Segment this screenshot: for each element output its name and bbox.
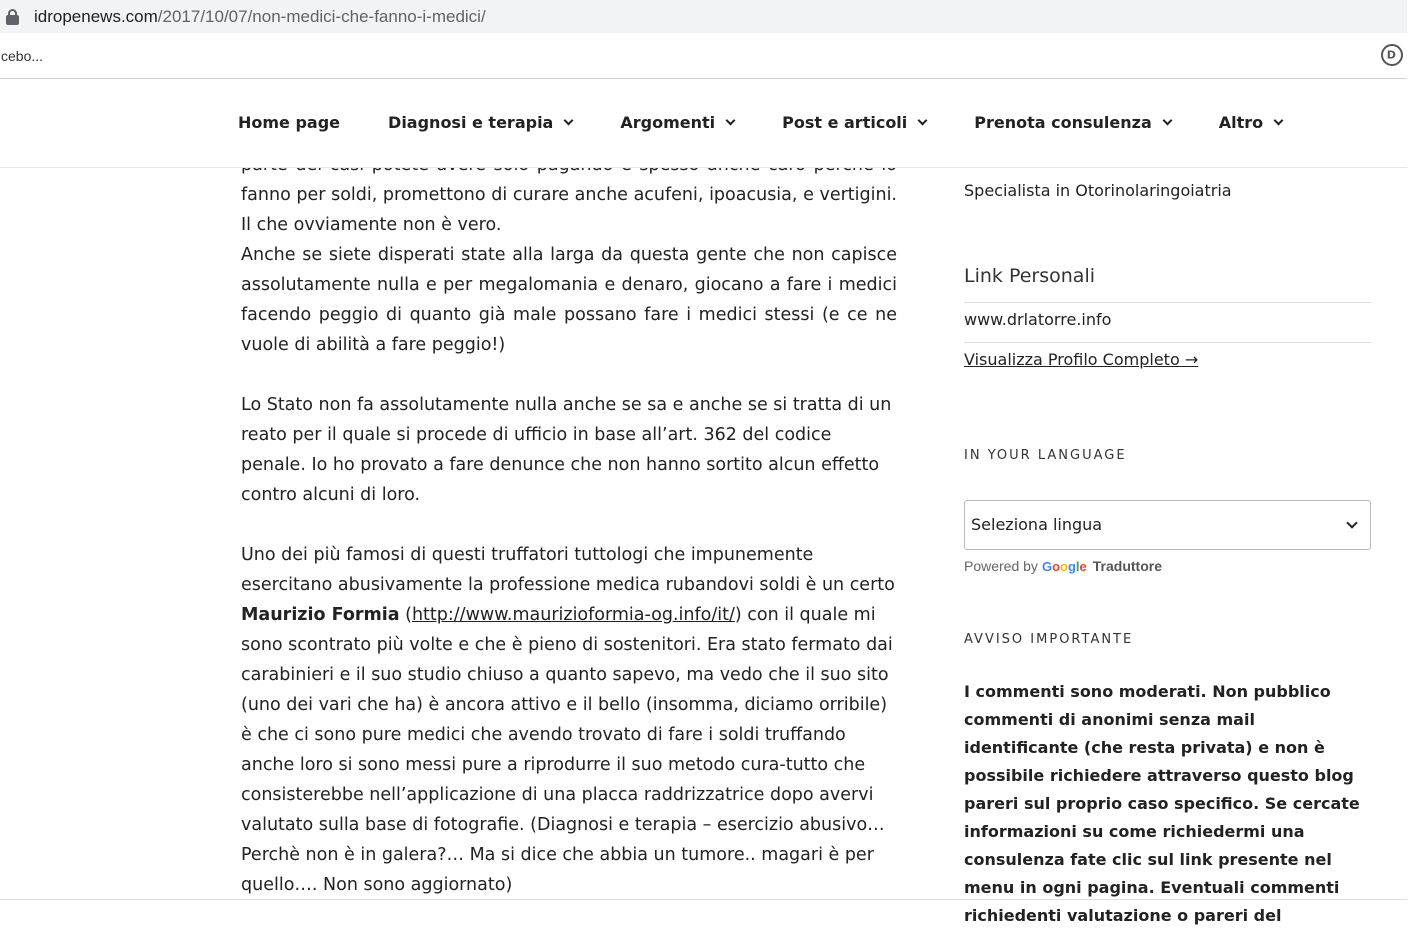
chevron-down-icon: [726, 116, 736, 126]
notice-title: AVVISO IMPORTANTE: [964, 632, 1134, 647]
nav-label: Altro: [1218, 113, 1264, 132]
powered-by-text: Powered by: [964, 558, 1038, 574]
nav-label: Argomenti: [620, 113, 716, 132]
nav-label: Home page: [238, 113, 341, 132]
article-text: fanno per soldi, promettono di curare anche acufeni, ipoacusia, e vertigini. Il che ovviamente non è vero.: [241, 185, 897, 235]
chevron-down-icon: [564, 116, 574, 126]
article-text: Uno dei più famosi di questi truffatori tuttologi che impunemente esercitano abusivamente la professione medica rubandovi soldi è un certo: [241, 545, 895, 595]
article-body: [241, 150, 897, 930]
translator-link[interactable]: Traduttore: [1092, 558, 1163, 574]
article-paragraph: [241, 150, 897, 360]
chevron-down-icon: [918, 116, 928, 126]
article-paragraph: [241, 540, 897, 900]
divider: [0, 899, 1407, 900]
nav-item-post-e-articoli[interactable]: [782, 113, 926, 132]
address-bar[interactable]: [0, 0, 1407, 33]
link-item: [964, 342, 1371, 382]
links-list: [964, 302, 1371, 382]
google-logo[interactable]: Google: [1041, 558, 1087, 574]
chevron-down-icon: [1274, 116, 1284, 126]
google-translate-credit: [964, 558, 1162, 574]
nav-label: Post e articoli: [782, 113, 908, 132]
link-website[interactable]: www.drlatorre.info: [964, 310, 1112, 329]
url-text[interactable]: [34, 7, 486, 27]
article-paragraph: Lo Stato non fa assolutamente nulla anche se sa e anche se si tratta di un reato per il quale si procede di ufficio in base all’art. 362 del codice penale. Io ho provato a fare denunce che non hanno sortito alcun effetto contro alcuni di loro.: [241, 395, 892, 505]
links-title: Link Personali: [964, 265, 1095, 287]
external-link[interactable]: http://www.maurizioformia-og.info/it/: [411, 605, 735, 625]
link-full-profile[interactable]: Visualizza Profilo Completo →: [964, 350, 1199, 369]
nav-item-prenota-consulenza[interactable]: [974, 113, 1170, 132]
nav-item-altro[interactable]: [1219, 113, 1282, 132]
person-name: Maurizio Formia: [241, 605, 400, 625]
language-select[interactable]: [964, 500, 1371, 550]
url-path: /2017/10/07/non-medici-che-fanno-i-medici/: [157, 6, 486, 26]
select-value: Seleziona lingua: [971, 515, 1103, 534]
chevron-down-icon: [1346, 517, 1357, 528]
nav-item-argomenti[interactable]: [620, 113, 734, 132]
url-domain: idropenews.com: [34, 6, 158, 26]
extension-icon[interactable]: D: [1376, 39, 1407, 70]
main-nav: [0, 80, 1407, 168]
nav-label: Prenota consulenza: [974, 113, 1152, 132]
toolbar: [0, 33, 1407, 79]
article-text: Anche se siete disperati state alla larga da questa gente che non capisce assolutamente nulla e per megalomania e denaro, giocano a fare i medici facendo peggio di quanto già male possano fare i medici stessi (e ce ne vuole di abilità a fare peggio!): [241, 245, 897, 355]
lock-icon[interactable]: [6, 9, 20, 25]
toolbar-text: cebo...: [1, 47, 44, 64]
language-title: IN YOUR LANGUAGE: [964, 448, 1127, 463]
link-item: [964, 302, 1371, 342]
specialist-label: Specialista in Otorinolaringoiatria: [964, 181, 1232, 200]
nav-label: Diagnosi e terapia: [388, 113, 554, 132]
chevron-down-icon: [1162, 116, 1172, 126]
nav-item-diagnosi-e-terapia[interactable]: [388, 113, 572, 132]
nav-item-home-page[interactable]: [238, 113, 340, 132]
notice-text: I commenti sono moderati. Non pubblico commenti di anonimi senza mail identificante (che resta privata) e non è possibile richiedere attraverso questo blog pareri sul proprio caso specifico. Se cercate informazioni su come richiedermi una consulenza fate clic sul link presente nel menu in ogni pagina. Eventuali commenti richiedenti valutazione o pareri del: [964, 682, 1360, 925]
article-text: ) con il quale mi sono scontrato più volte e che è pieno di sostenitori. Era stato fermato dai carabinieri e il suo studio chiuso a quanto sapevo, ma vedo che il suo sito (uno dei vari che ha) è ancora attivo e il bello (insomma, diciamo orribile) è che ci sono pure medici che avendo trovato di fare i soldi truffando anche loro si sono messi pure a riprodurre il suo metodo cura-tutto che consisterebbe nell’applicazione di una placca raddrizzatrice dopo avervi valutato sulla base di fotografie. (Diagnosi e terapia – esercizio abusivo… Perchè non è in galera?… Ma si dice che abbia un tumore.. magari è per quello…. Non sono aggiornato): [241, 605, 893, 895]
article-text: (: [399, 605, 412, 625]
